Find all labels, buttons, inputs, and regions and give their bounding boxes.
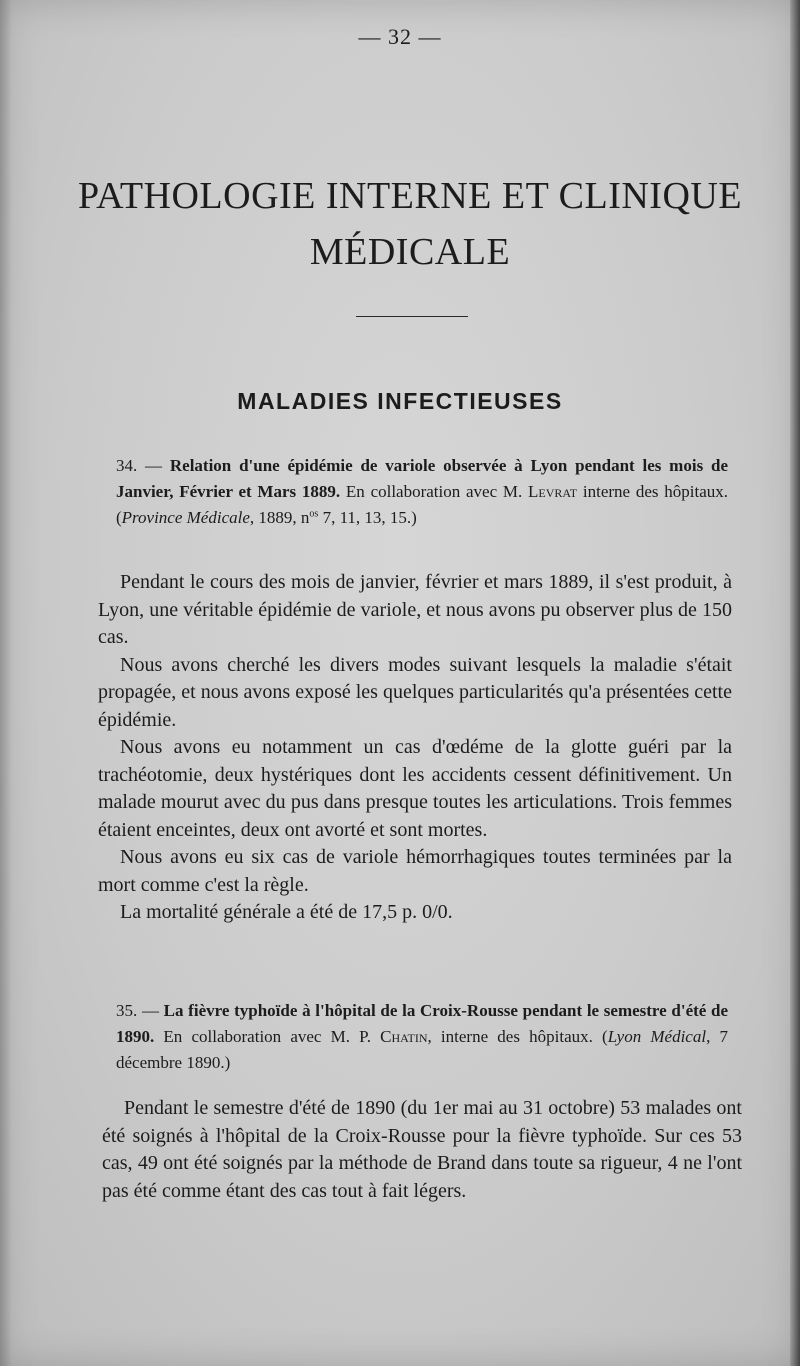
entry-35-collab-name: Chatin: [380, 1027, 428, 1046]
entry-35-paragraph-1: Pendant le semestre d'été de 1890 (du 1er mai au 31 octobre) 53 malades ont été soignés à l'hôpital de la Croix-Rousse pour la fièvre typhoïde. Sur ces 53 cas, 49 ont été soignés par la méthode de Brand dans toute sa rigueur, 4 ne l'ont pas été comme étant des cas tout à fait légers.: [102, 1097, 742, 1202]
entry-34-body: [98, 569, 732, 927]
chapter-title: [60, 168, 760, 280]
entry-34-paragraph-2: Nous avons cherché les divers modes suivant lesquels la maladie s'était propagée, et nous avons exposé les quelques particularités qu'a présentées cette épidémie.: [98, 653, 732, 731]
entry-35-body: [102, 1095, 742, 1205]
page-right-edge: [790, 0, 800, 1366]
entry-35-ref-a: , 7 décembre 1890.): [116, 1027, 729, 1072]
page-left-shadow: [0, 0, 12, 1366]
entry-34-collab-suffix: interne des hôpitaux. (: [116, 482, 728, 527]
entry-34-ref-a: , 1889, n: [249, 508, 310, 527]
entry-34-ref-b: 7, 11, 13, 15.): [318, 508, 417, 527]
entry-34-number: 34. —: [116, 456, 163, 475]
title-divider: [356, 316, 468, 317]
entry-34-journal: Province Médicale: [121, 508, 250, 527]
page-number: — 32 —: [358, 24, 442, 49]
entry-35-heading: [116, 998, 728, 1076]
entry-35-collab-suffix: , interne des hôpitaux. (: [427, 1027, 608, 1046]
entry-34-ref-sup: os: [309, 508, 319, 520]
entry-34-paragraph-5: La mortalité générale a été de 17,5 p. 0/0.: [120, 901, 453, 923]
chapter-title-line-1: PATHOLOGIE INTERNE ET CLINIQUE: [77, 175, 743, 217]
entry-35-number: 35. —: [116, 1001, 159, 1020]
entry-34-paragraph-4: Nous avons eu six cas de variole hémorrhagiques toutes terminées par la mort comme c'est la règle.: [98, 846, 732, 896]
entry-34-collab-prefix: En collaboration avec M.: [340, 482, 529, 501]
entry-34-collab-name: Levrat: [528, 482, 578, 501]
entry-35-journal: Lyon Médical: [607, 1027, 707, 1046]
entry-34-paragraph-1: Pendant le cours des mois de janvier, février et mars 1889, il s'est produit, à Lyon, une véritable épidémie de variole, et nous avons pu observer plus de 150 cas.: [98, 571, 732, 648]
entry-35-collab-prefix: En collaboration avec M. P.: [154, 1027, 381, 1046]
entry-35-title: La fièvre typhoïde à l'hôpital de la Croix-Rousse pendant le semestre d'été de 1890.: [116, 1001, 729, 1046]
entry-34-heading: [116, 453, 728, 531]
entry-34-title: Relation d'une épidémie de variole observée à Lyon pendant les mois de Janvier, Février et Mars 1889.: [116, 456, 728, 501]
chapter-title-line-2: MÉDICALE: [309, 231, 511, 273]
section-heading: MALADIES INFECTIEUSES: [237, 388, 563, 414]
entry-34-paragraph-3: Nous avons eu notamment un cas d'œdéme de la glotte guéri par la trachéotomie, deux hystériques dont les accidents cessent définitivement. Un malade mourut avec du pus dans presque toutes les articulations. Trois femmes étaient enceintes, deux ont avorté et sont mortes.: [98, 736, 732, 841]
